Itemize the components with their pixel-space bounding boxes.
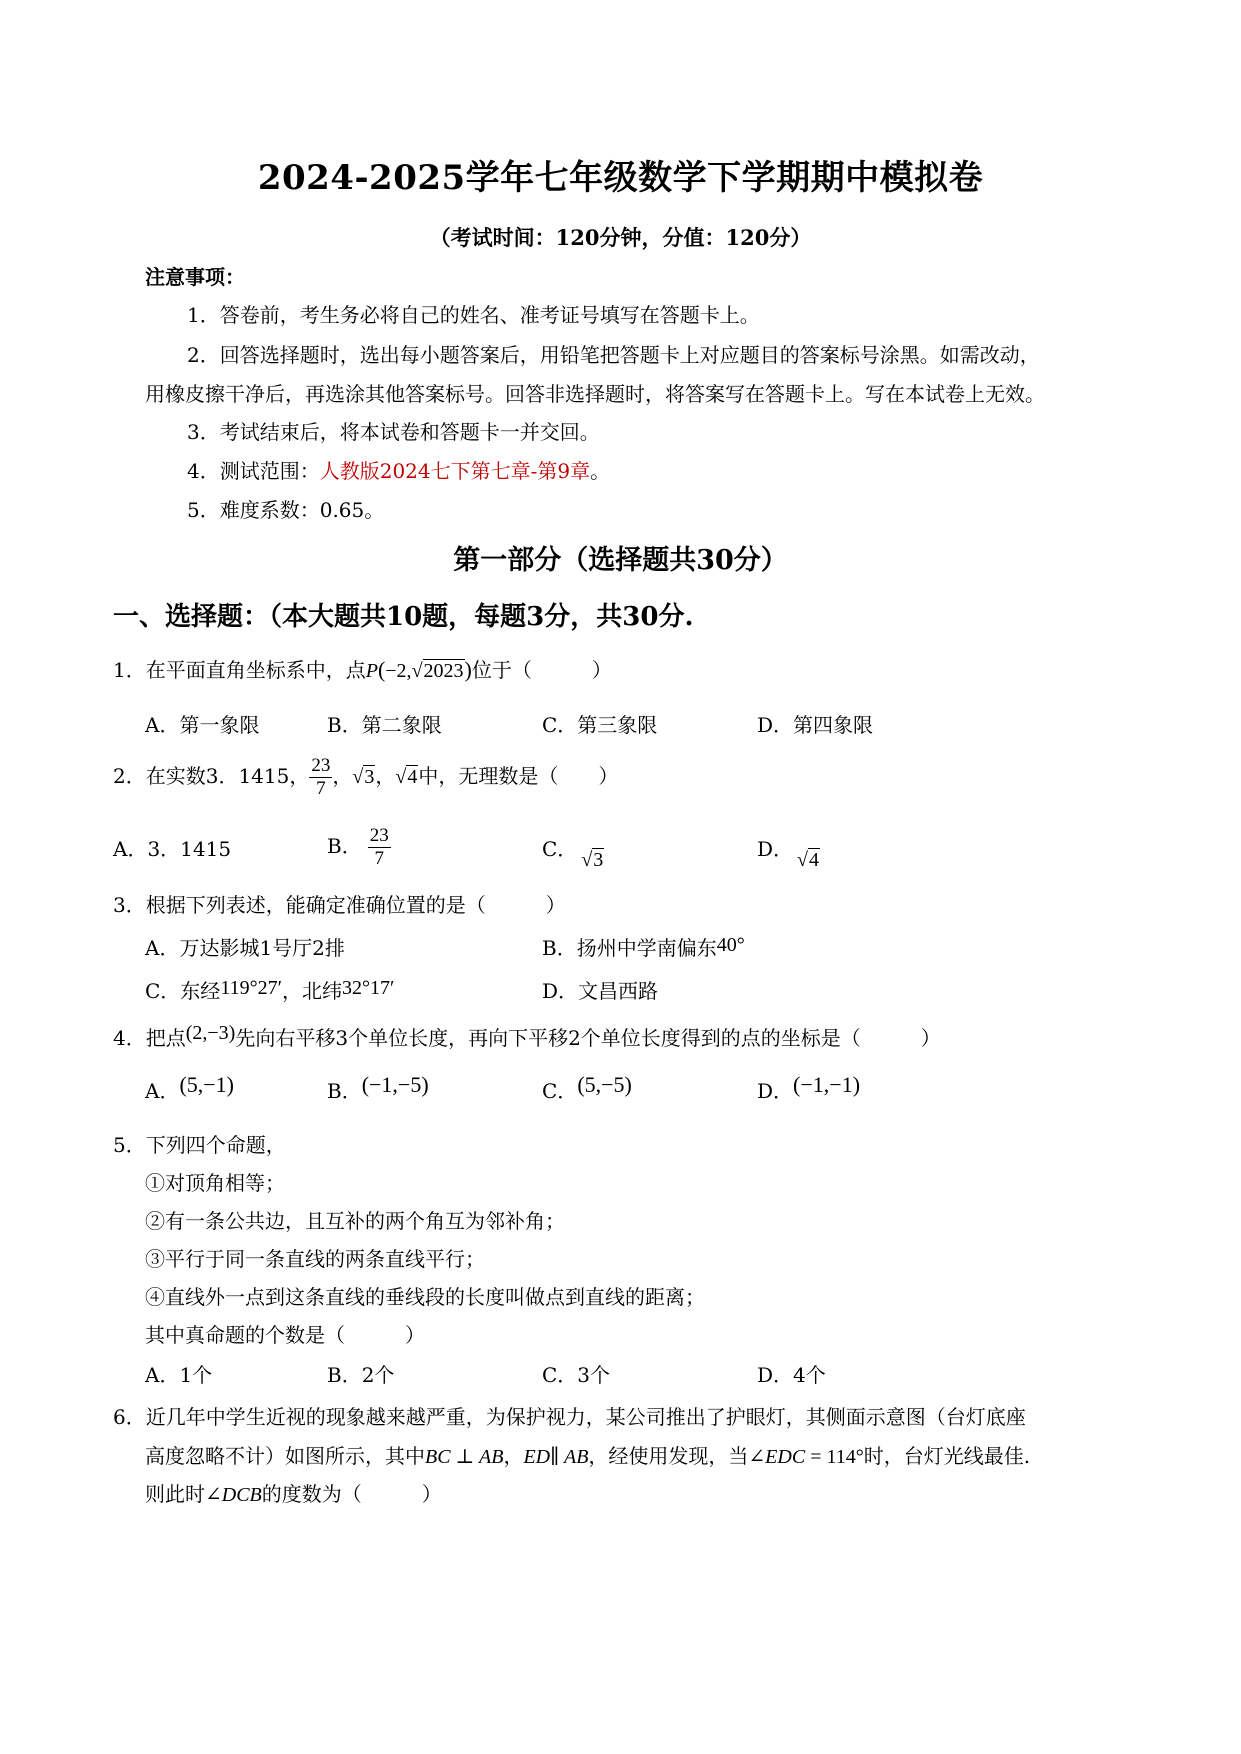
open-paren: ( xyxy=(377,657,386,682)
question-6-line2 xyxy=(145,1443,1030,1470)
q5-ask: 其中真命题的个数是（ ） xyxy=(145,1323,425,1347)
option-text: C．东经 xyxy=(145,979,221,1003)
radicand: 4 xyxy=(809,849,820,871)
q4-option-d xyxy=(757,1072,861,1104)
option-label: C． xyxy=(542,837,578,861)
q5-option-b: B．2个 xyxy=(327,1363,395,1387)
note-3: 3．考试结束后，将本试卷和答题卡一并交回。 xyxy=(187,420,600,444)
q2-option-d xyxy=(757,836,820,871)
note-4-prefix: 4．测试范围： xyxy=(187,459,320,483)
close-paren: ) xyxy=(464,657,472,682)
q3-option-d: D．文昌西路 xyxy=(542,979,659,1003)
point-p: P xyxy=(365,660,378,682)
sqrt-4: √4 xyxy=(395,766,418,788)
q1-prefix: 1．在平面直角坐标系中，点 xyxy=(113,658,366,682)
fraction-23-7 xyxy=(368,825,391,870)
question-5-stem: 5．下列四个命题， xyxy=(113,1133,286,1157)
q6-text: 的度数为（ ） xyxy=(261,1482,442,1506)
fraction-denominator: 7 xyxy=(316,778,326,799)
note-4 xyxy=(187,458,610,484)
option-label: D． xyxy=(757,1079,794,1103)
page-title: 2024-2025学年七年级数学下学期期中模拟卷 xyxy=(257,158,984,198)
q4-prefix: 4．把点 xyxy=(113,1026,186,1050)
angle-edc: ∠EDC xyxy=(748,1446,806,1468)
question-1-stem xyxy=(113,657,612,684)
q5-option-c: C．3个 xyxy=(542,1363,611,1387)
fraction-denominator: 7 xyxy=(374,848,384,869)
angle-dcb: ∠DCB xyxy=(205,1484,262,1506)
option-label: B． xyxy=(327,1079,362,1103)
q4-option-a xyxy=(145,1072,235,1104)
q2-option-a: A．3．1415 xyxy=(113,837,232,861)
q1-option-d: D．第四象限 xyxy=(757,713,874,737)
coord-value: (−1,−1) xyxy=(793,1072,861,1097)
radicand: 2023 xyxy=(423,660,464,682)
q2-prefix: 2．在实数3．1415， xyxy=(113,764,310,788)
coord-value: (5,−5) xyxy=(577,1072,632,1097)
option-text: ，北纬 xyxy=(281,979,342,1003)
sqrt-2023: √2023 xyxy=(411,660,464,682)
q5-proposition-2: ②有一条公共边，且互补的两个角互为邻补角； xyxy=(145,1209,565,1233)
section-title: 一、选择题：（本大题共10题，每题3分，共30分. xyxy=(113,602,694,632)
question-6-line3 xyxy=(145,1481,442,1508)
q2-suffix: 中，无理数是（ ） xyxy=(418,764,619,788)
q3-option-c xyxy=(145,978,394,1005)
q5-proposition-3: ③平行于同一条直线的两条直线平行； xyxy=(145,1247,485,1271)
question-4-stem xyxy=(113,1022,941,1052)
angle-value: 40° xyxy=(716,934,745,956)
part-title: 第一部分（选择题共30分） xyxy=(453,545,788,576)
option-text: B．扬州中学南偏东 xyxy=(542,936,717,960)
sqrt-3: √3 xyxy=(352,766,375,788)
note-4-suffix: 。 xyxy=(590,459,611,483)
longitude-value: 119°27′ xyxy=(220,977,282,999)
q1-option-c: C．第三象限 xyxy=(542,713,658,737)
separator: ， xyxy=(503,1444,524,1468)
notes-heading: 注意事项： xyxy=(145,265,245,289)
q1-option-a: A．第一象限 xyxy=(145,713,260,737)
note-2-line2: 用橡皮擦干净后，再选涂其他答案标号。回答非选择题时，将答案写在答题卡上。写在本试卷上无效。 xyxy=(145,382,1045,406)
separator: ， xyxy=(375,764,396,788)
q6-text: ，经使用发现，当 xyxy=(588,1444,749,1468)
q4-option-b xyxy=(327,1072,429,1104)
question-3-stem: 3．根据下列表述，能确定准确位置的是（ ） xyxy=(113,893,566,917)
option-label: A． xyxy=(145,1079,180,1103)
radicand: 3 xyxy=(364,766,375,788)
q1-x: −2, xyxy=(385,660,412,682)
fraction-23-7 xyxy=(309,755,332,800)
q6-text: 高度忽略不计）如图所示，其中 xyxy=(145,1444,425,1468)
perpendicular-expr: BC ⊥ AB xyxy=(425,1446,504,1468)
separator: ， xyxy=(332,764,353,788)
q5-proposition-1: ①对顶角相等； xyxy=(145,1171,285,1195)
q1-option-b: B．第二象限 xyxy=(327,713,442,737)
q1-suffix: 位于（ ） xyxy=(471,658,612,682)
option-label: B． xyxy=(327,834,362,858)
fraction-numerator: 23 xyxy=(369,825,389,846)
option-label: C． xyxy=(542,1079,578,1103)
q2-option-c xyxy=(542,836,604,871)
exam-info: （考试时间：120分钟，分值：120分） xyxy=(429,225,812,250)
coord-value: (−1,−5) xyxy=(361,1072,429,1097)
q5-option-d: D．4个 xyxy=(757,1363,826,1387)
point-coord: (2,−3) xyxy=(185,1022,236,1044)
option-label: D． xyxy=(757,837,794,861)
q4-suffix: 先向右平移3个单位长度，再向下平移2个单位长度得到的点的坐标是（ ） xyxy=(235,1026,941,1050)
q5-option-a: A．1个 xyxy=(145,1363,213,1387)
q5-proposition-4: ④直线外一点到这条直线的垂线段的长度叫做点到直线的距离； xyxy=(145,1285,705,1309)
q3-option-b xyxy=(542,935,745,962)
coord-value: (5,−1) xyxy=(179,1072,235,1097)
q6-text: 则此时 xyxy=(145,1482,205,1506)
parallel-expr: ED∥ AB xyxy=(523,1446,589,1468)
q6-text: 时，台灯光线最佳. xyxy=(863,1444,1031,1468)
fraction-numerator: 23 xyxy=(311,755,331,776)
note-1: 1．答卷前，考生务必将自己的姓名、准考证号填写在答题卡上。 xyxy=(187,303,760,327)
note-5: 5．难度系数：0.65。 xyxy=(187,498,385,522)
q4-option-c xyxy=(542,1072,632,1104)
question-2-stem xyxy=(113,750,618,803)
latitude-value: 32°17′ xyxy=(341,977,395,999)
sqrt-4: √4 xyxy=(797,849,820,871)
sqrt-3: √3 xyxy=(581,849,604,871)
q3-option-a: A．万达影城1号厅2排 xyxy=(145,936,345,960)
test-range: 人教版2024七下第七章-第9章 xyxy=(319,459,591,483)
radicand: 4 xyxy=(407,766,418,788)
note-2-line1: 2．回答选择题时，选出每小题答案后，用铅笔把答题卡上对应题目的答案标号涂黑。如需改动， xyxy=(187,343,1040,367)
question-6-line1: 6．近几年中学生近视的现象越来越严重，为保护视力，某公司推出了护眼灯，其侧面示意图（台灯底座 xyxy=(113,1405,1026,1429)
q2-option-b xyxy=(327,820,391,872)
radicand: 3 xyxy=(593,849,604,871)
angle-value: = 114° xyxy=(805,1446,864,1468)
